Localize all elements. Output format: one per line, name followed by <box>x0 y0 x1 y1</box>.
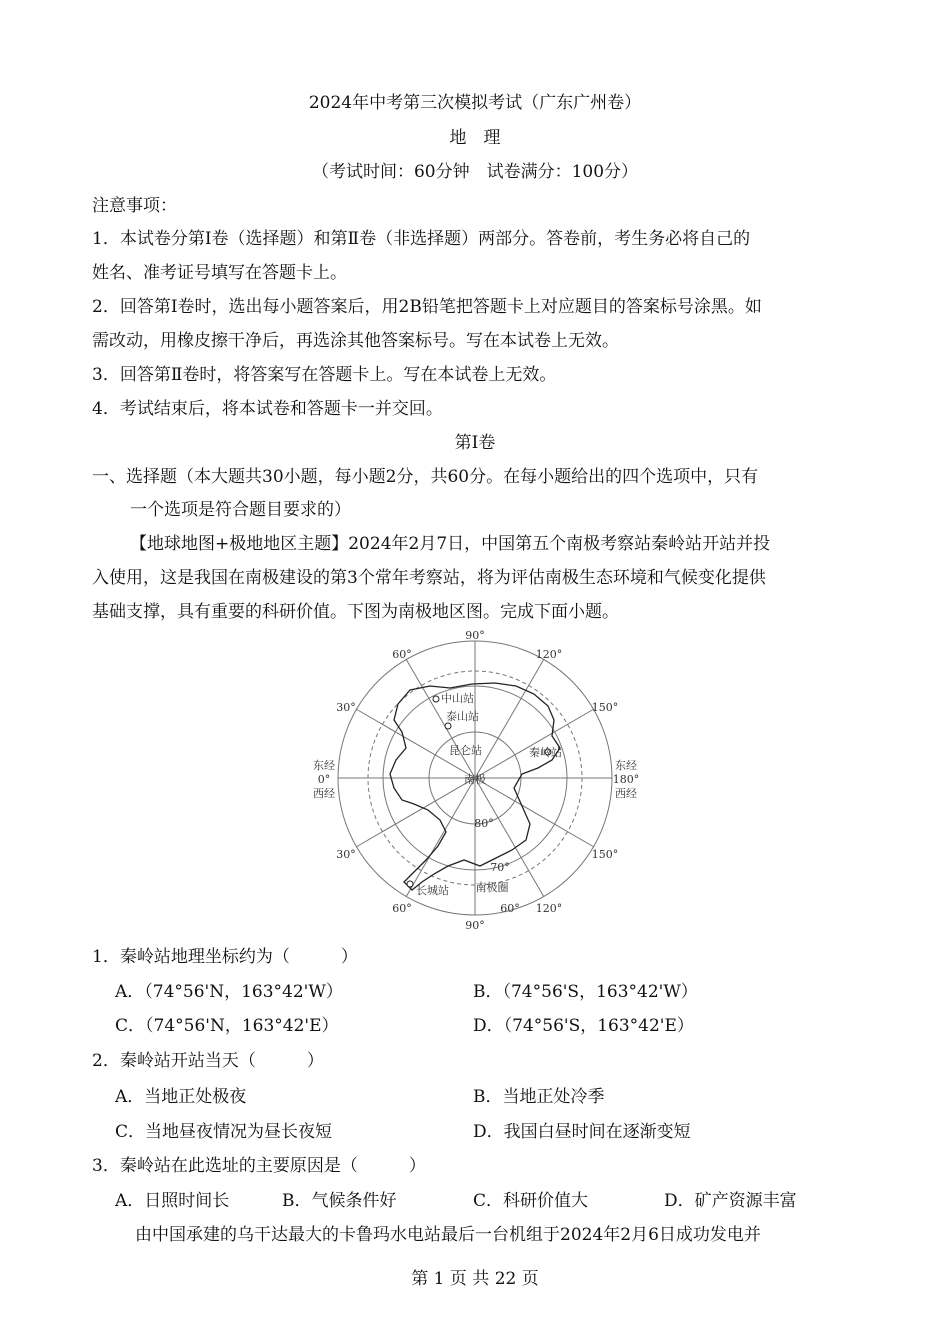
antarctic-map-svg <box>290 628 660 938</box>
notice-item-4: 4．考试结束后，将本试卷和答题卡一并交回。 <box>92 399 443 419</box>
question-2-option-b: B．当地正处冷季 <box>473 1087 605 1107</box>
question-3-stem: 3．秦岭站在此选址的主要原因是（ ） <box>92 1156 426 1176</box>
label-120-br: 120° <box>535 902 563 915</box>
question-1-stem: 1．秦岭站地理坐标约为（ ） <box>92 947 358 967</box>
label-120-tr: 120° <box>535 648 563 661</box>
question-2-option-a: A．当地正处极夜 <box>115 1087 247 1107</box>
label-lat-80: 80° <box>474 817 494 830</box>
question-3-option-c: C．科研价值大 <box>473 1191 589 1211</box>
label-qinling: 秦岭站 <box>529 746 562 759</box>
passage-line-1: 【地球地图+极地地区主题】2024年2月7日，中国第五个南极考察站秦岭站开站并投 <box>130 534 771 554</box>
question-1-option-c: C．（74°56'N，163°42'E） <box>115 1016 339 1036</box>
question-2-stem: 2．秦岭站开站当天（ ） <box>92 1051 324 1071</box>
question-1-option-a: A．（74°56'N，163°42'W） <box>115 982 343 1002</box>
label-150-br: 150° <box>591 848 619 861</box>
label-south-pole: 南极 <box>464 773 486 786</box>
subject-title: 地 理 <box>449 128 501 148</box>
label-60-bl: 60° <box>392 902 412 915</box>
label-90-top: 90° <box>465 629 485 642</box>
question-3-option-b: B．气候条件好 <box>282 1191 397 1211</box>
question-1-option-b: B．（74°56'S，163°42'W） <box>473 982 698 1002</box>
next-passage-line: 由中国承建的乌干达最大的卡鲁玛水电站最后一台机组于2024年2月6日成功发电并 <box>135 1225 761 1245</box>
question-3-option-d: D．矿产资源丰富 <box>664 1191 797 1211</box>
notice-item-1-cont: 姓名、准考证号填写在答题卡上。 <box>92 263 347 283</box>
notice-item-1: 1．本试卷分第Ⅰ卷（选择题）和第Ⅱ卷（非选择题）两部分。答卷前，考生务必将自己的 <box>92 229 751 249</box>
question-2-option-d: D．我国白昼时间在逐渐变短 <box>473 1122 691 1142</box>
label-30-l: 30° <box>336 701 356 714</box>
label-180: 180° <box>612 773 640 786</box>
label-90-bottom: 90° <box>465 919 485 932</box>
notice-item-2: 2．回答第Ⅰ卷时，选出每小题答案后，用2B铅笔把答题卡上对应题目的答案标号涂黑。如 <box>92 297 762 317</box>
label-antarctic-circle: 南极圈 <box>475 881 509 894</box>
taishan-station-marker <box>445 723 451 729</box>
notice-item-3: 3．回答第Ⅱ卷时，将答案写在答题卡上。写在本试卷上无效。 <box>92 365 557 385</box>
label-0: 0° <box>317 773 331 786</box>
section-instruction: 一、选择题（本大题共30小题，每小题2分，共60分。在每小题给出的四个选项中，只有 <box>92 467 759 487</box>
label-east-left: 东经 <box>313 759 335 772</box>
label-taishan: 泰山站 <box>446 710 479 723</box>
volume-heading: 第Ⅰ卷 <box>454 433 496 453</box>
question-2-option-c: C．当地昼夜情况为昼长夜短 <box>115 1122 333 1142</box>
label-changcheng: 长城站 <box>416 884 449 897</box>
label-150-r: 150° <box>591 701 619 714</box>
label-west-right: 西经 <box>615 787 637 800</box>
exam-info: （考试时间：60分钟 试卷满分：100分） <box>311 162 639 182</box>
passage-line-2: 入使用，这是我国在南极建设的第3个常年考察站，将为评估南极生态环境和气候变化提供 <box>92 568 766 588</box>
notice-heading: 注意事项： <box>92 196 177 216</box>
label-kunlun: 昆仑站 <box>449 744 482 757</box>
question-3-option-a: A．日照时间长 <box>115 1191 230 1211</box>
zhongshan-station-marker <box>433 696 439 702</box>
label-west-left: 西经 <box>313 787 335 800</box>
antarctic-map <box>290 628 660 938</box>
section-instruction-cont: 一个选项是符合题目要求的） <box>130 500 351 520</box>
exam-title: 2024年中考第三次模拟考试（广东广州卷） <box>308 93 642 113</box>
changcheng-station-marker <box>407 881 413 887</box>
label-zhongshan: 中山站 <box>441 692 474 705</box>
label-30-bl: 30° <box>336 848 356 861</box>
label-60-br: 60° <box>500 902 520 915</box>
label-60-tl: 60° <box>392 648 412 661</box>
passage-line-3: 基础支撑，具有重要的科研价值。下图为南极地区图。完成下面小题。 <box>92 602 619 622</box>
notice-item-2-cont: 需改动，用橡皮擦干净后，再选涂其他答案标号。写在本试卷上无效。 <box>92 331 619 351</box>
question-1-option-d: D．（74°56'S，163°42'E） <box>473 1016 694 1036</box>
label-lat-70: 70° <box>490 861 510 874</box>
label-east-right: 东经 <box>615 759 637 772</box>
page-footer: 第 1 页 共 22 页 <box>411 1269 539 1289</box>
